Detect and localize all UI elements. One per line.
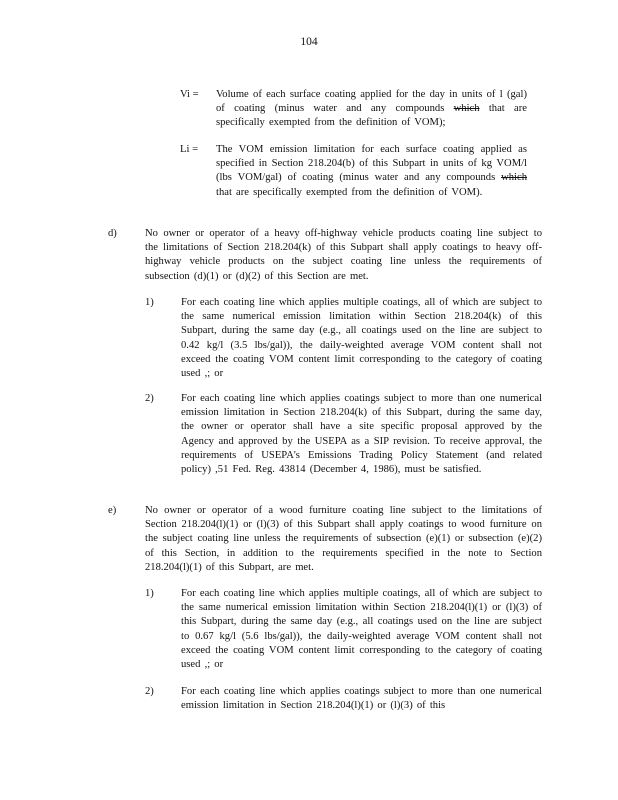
- item-label-e2: 2): [145, 686, 154, 697]
- item-label-e1: 1): [145, 588, 154, 599]
- definition-li-text-end: that are specifically exempted from the definition of VOM).: [216, 186, 483, 198]
- item-d2-paragraph: For each coating line which applies coatings subject to more than one numerical emission limitation in Section 218.204(k) of this Subpart, during the same day, the owner or operator shall have a site specific proposal approved by the Agency and approved by the USEPA as a SIP revision. To receive approval, the requirements of USEPA's Emissions Trading Policy Statement (and related policy) ,51 Fed. Reg. 43814 (December 4, 1986), must be satisfied.: [181, 393, 542, 476]
- definition-vi-text: Volume of each surface coating applied for the day in units of l (gal) of coating (minus water and any compounds: [216, 89, 527, 115]
- struck-text: which: [501, 172, 527, 184]
- definition-li-text: The VOM emission limitation for each surface coating applied as specified in Section 218.204(b) of this Subpart in units of kg VOM/l (lbs VOM/gal) of coating (minus water and any compounds: [216, 144, 527, 184]
- definition-vi-text-end: that are specifically exempted from the definition of VOM);: [216, 103, 527, 129]
- item-e2-paragraph: For each coating line which applies coatings subject to more than one numerical emission limitation in Section 218.204(l)(1) or (l)(3) of this: [181, 686, 542, 712]
- section-d-paragraph: No owner or operator of a heavy off-highway vehicle products coating line subject to the limitations of Section 218.204(k) of this Subpart shall apply coatings to heavy off-highway vehicle products on the subject coating line unless the requirements of subsection (d)(1) or (d)(2) of this Section are met.: [145, 228, 542, 282]
- section-label-d: d): [108, 228, 117, 239]
- section-e-paragraph: No owner or operator of a wood furniture coating line subject to the limitations of Section 218.204(l)(1) or (l)(3) of this Subpart shall apply coatings to wood furniture on the subject coating line unless the requirements of subsection (e)(1) or subsection (e)(2) of this Section, in addition to the requirements specified in the note to Section 218.204(l)(1) of this Subpart, are met.: [145, 505, 542, 573]
- struck-text: which: [453, 103, 480, 115]
- definition-label-li: Li =: [180, 144, 199, 155]
- page-number: 104: [300, 36, 318, 48]
- definition-li: [216, 143, 527, 200]
- item-e1-paragraph: For each coating line which applies multiple coatings, all of which are subject to the same numerical emission limitation within Section 218.204(l)(1) or (l)(3) of this Subpart, during the same day (e.g., all coatings used on the line are subject to 0.67 kg/l (5.6 lbs/gal)), the daily-weighted average VOM content shall not exceed the coating VOM content limit corresponding to the category of coating used ,; or: [181, 588, 542, 671]
- definition-label-vi: Vi =: [180, 89, 199, 100]
- item-d1-paragraph: For each coating line which applies multiple coatings, all of which are subject to the same numerical emission limitation within Section 218.204(k) of this Subpart, during the same day (e.g., all coatings used on the line are subject to 0.42 kg/l (3.5 lbs/gal)), the daily-weighted average VOM content shall not exceed the coating VOM content limit corresponding to the category of coating used ,; or: [181, 297, 542, 380]
- item-label-d1: 1): [145, 297, 154, 308]
- definition-vi: [216, 88, 527, 131]
- section-label-e: e): [108, 505, 117, 516]
- item-label-d2: 2): [145, 393, 154, 404]
